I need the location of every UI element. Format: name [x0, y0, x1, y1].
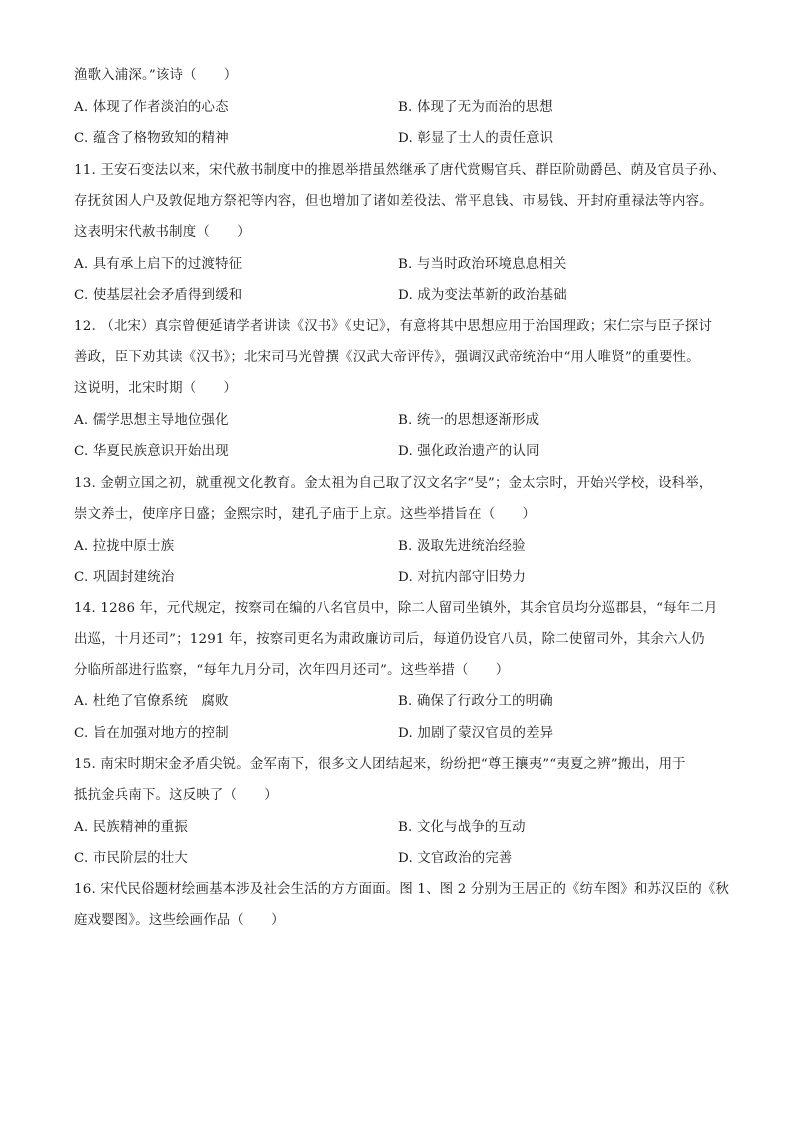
- q14-stem-line-3: 分临所部进行监察，“每年九月分司，次年四月还司”。这些举措（ ）: [74, 663, 510, 678]
- q11-option-c: C. 使基层社会矛盾得到缓和: [74, 288, 243, 303]
- q12-option-d: D. 强化政治遗产的认同: [398, 444, 540, 459]
- q11-option-a: A. 具有承上启下的过渡特征: [74, 257, 243, 272]
- q15-stem-line-2: 抵抗金兵南下。这反映了（ ）: [74, 788, 278, 803]
- q10-option-b: B. 体现了无为而治的思想: [398, 100, 553, 115]
- q10-option-a: A. 体现了作者淡泊的心态: [74, 100, 229, 115]
- q13-option-b: B. 汲取先进统治经验: [398, 539, 526, 554]
- q15-stem-line-1: 15. 南宋时期宋金矛盾尖锐。金军南下，很多文人团结起来，纷纷把“尊王攘夷”“夷夏之辨”搬出，用于: [74, 757, 686, 772]
- q12-stem-line-1: 12. （北宋）真宗曾便延请学者讲读《汉书》《史记》，有意将其中思想应用于治国理政；宋仁宗与臣子探讨: [74, 319, 713, 334]
- q12-stem-line-2: 善政，臣下劝其读《汉书》；北宋司马光曾撰《汉武大帝评传》，强调汉武帝统治中“用人唯贤”的重要性。: [74, 350, 700, 365]
- q11-stem-line-2: 存抚贫困人户及敦促地方祭祀等内容，但也增加了诸如差役法、常平息钱、市易钱、开封府重禄法等内容。: [74, 194, 713, 209]
- q15-option-a: A. 民族精神的重振: [74, 820, 188, 835]
- q13-option-a: A. 拉拢中原士族: [74, 539, 175, 554]
- q12-option-a: A. 儒学思想主导地位强化: [74, 413, 229, 428]
- q14-option-d: D. 加剧了蒙汉官员的差异: [398, 726, 554, 741]
- q15-option-d: D. 文官政治的完善: [398, 851, 513, 866]
- q16-stem-line-2: 庭戏婴图》。这些绘画作品（ ）: [74, 913, 285, 928]
- q15-option-b: B. 文化与战争的互动: [398, 820, 526, 835]
- q11-option-b: B. 与当时政治环境息息相关: [398, 257, 567, 272]
- q12-option-c: C. 华夏民族意识开始出现: [74, 444, 229, 459]
- q13-stem-line-2: 崇文养士，使庠序日盛；金熙宗时，建孔子庙于上京。这些举措旨在（ ）: [74, 507, 537, 522]
- q10-option-d: D. 彰显了士人的责任意识: [398, 131, 554, 146]
- q13-option-d: D. 对抗内部守旧势力: [398, 570, 527, 585]
- q12-stem-line-3: 这说明，北宋时期（ ）: [74, 381, 238, 396]
- q11-option-d: D. 成为变法革新的政治基础: [398, 288, 567, 303]
- q12-option-b: B. 统一的思想逐渐形成: [398, 413, 540, 428]
- q14-option-c: C. 旨在加强对地方的控制: [74, 726, 229, 741]
- q14-stem-line-1: 14. 1286 年，元代规定，按察司在编的八名官员中，除二人留司坐镇外，其余官员均分巡郡县，“每年二月: [74, 601, 718, 616]
- q10-stem-tail: 渔歌入浦深。”该诗（ ）: [74, 68, 238, 83]
- q14-stem-line-2: 出巡，十月还司”；1291 年，按察司更名为肃政廉访司后，每道仍设官八员，除二使留司外，其余六人仍: [74, 632, 705, 647]
- q15-option-c: C. 市民阶层的壮大: [74, 851, 189, 866]
- q11-stem-line-1: 11. 王安石变法以来，宋代赦书制度中的推恩举措虽然继承了唐代赏赐官兵、群臣阶勋爵邑、荫及官员子孙、: [74, 163, 726, 178]
- q14-option-b: B. 确保了行政分工的明确: [398, 694, 553, 709]
- q13-stem-line-1: 13. 金朝立国之初，就重视文化教育。金太祖为自己取了汉文名字“旻”；金太宗时，开始兴学校，设科举，: [74, 476, 713, 491]
- q10-option-c: C. 蕴含了格物致知的精神: [74, 131, 229, 146]
- q16-stem-line-1: 16. 宋代民俗题材绘画基本涉及社会生活的方方面面。图 1、图 2 分别为王居正的《纺车图》和苏汉臣的《秋: [74, 882, 730, 897]
- q14-option-a: A. 杜绝了官僚系统 腐败: [74, 694, 229, 709]
- q13-option-c: C. 巩固封建统治: [74, 570, 175, 585]
- q11-stem-line-3: 这表明宋代赦书制度（ ）: [74, 225, 251, 240]
